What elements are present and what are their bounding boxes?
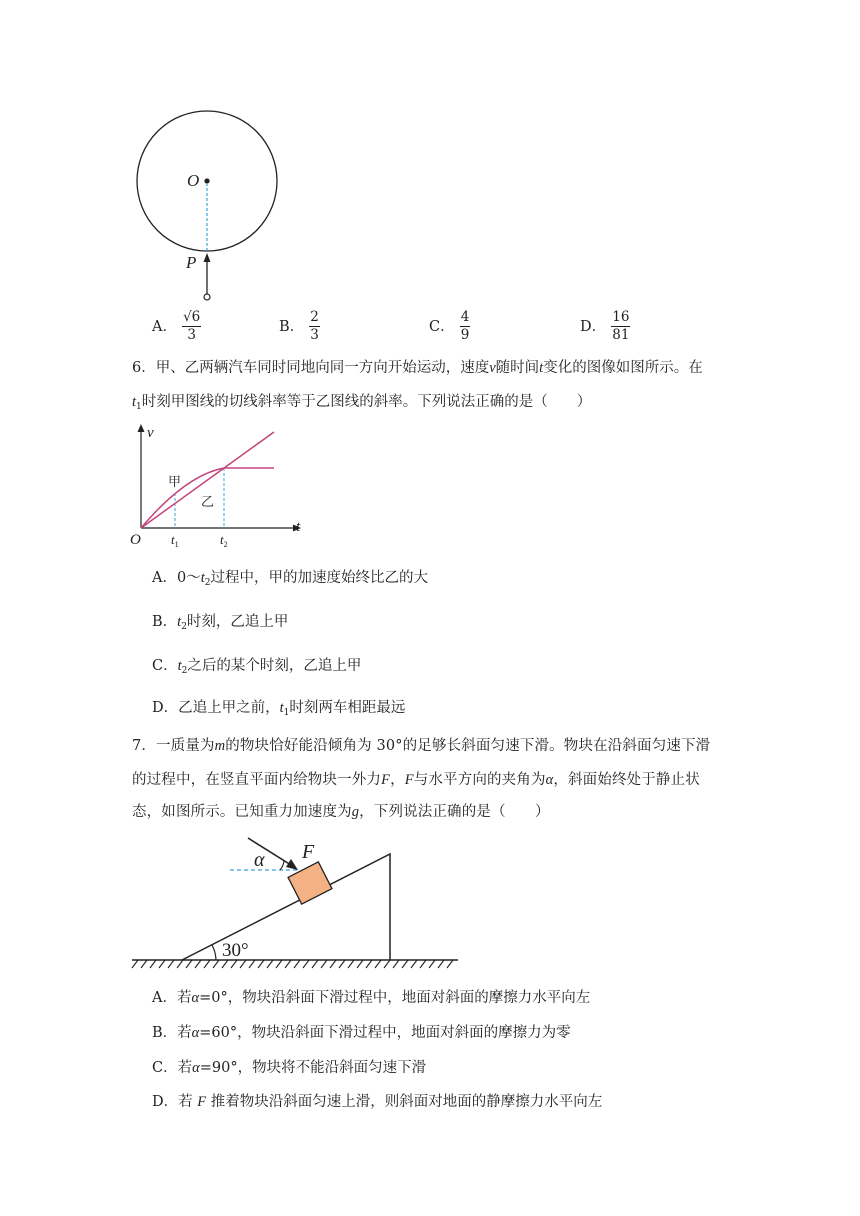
tick-t1: $t_1$: [171, 532, 179, 549]
fraction: $\frac{4}{9}$: [460, 309, 470, 343]
angle-arc-30: [212, 945, 216, 960]
fraction: $\frac{√6}{3}$: [183, 309, 201, 343]
q6-option-c[interactable]: C．$t_2$之后的某个时刻，乙追上甲: [152, 658, 362, 676]
center-point-o: [204, 178, 209, 183]
option-letter: C．: [429, 319, 455, 335]
q7-option-d[interactable]: D．若 F 推着物块沿斜面匀速上滑，则斜面对地面的静摩擦力水平向左: [152, 1094, 603, 1110]
label-jia: 甲: [168, 475, 182, 490]
q7-option-c[interactable]: C．若α=90°，物块将不能沿斜面匀速下滑: [152, 1060, 427, 1076]
q7-stem-line3: 态，如图所示。已知重力加速度为g，下列说法正确的是（ ）: [132, 804, 550, 820]
q7-incline-figure: [130, 832, 465, 977]
q6-stem-line1: 6．甲、乙两辆汽车同时同地向同一方向开始运动，速度v随时间t变化的图像如图所示。在: [132, 360, 703, 376]
q6-stem-line2: $t_1$时刻甲图线的切线斜率等于乙图线的斜率。下列说法正确的是（ ）: [132, 394, 592, 412]
label-alpha: α: [254, 849, 265, 871]
alpha-arc: [280, 860, 284, 870]
force-arrow-head: [286, 859, 298, 870]
option-letter: A．: [152, 319, 177, 335]
q7-option-b[interactable]: B．若α=60°，物块沿斜面下滑过程中，地面对斜面的摩擦力为零: [152, 1025, 571, 1041]
q5-option-a[interactable]: [152, 310, 201, 343]
q6-option-b[interactable]: B．$t_2$时刻，乙追上甲: [152, 614, 289, 632]
fraction: $\frac{16}{81}$: [612, 309, 630, 343]
string-end-point: [204, 294, 210, 300]
series-yi: [141, 432, 274, 528]
label-yi: 乙: [201, 495, 215, 510]
q6-vt-graph: [126, 420, 316, 555]
label-x-axis-t: t: [296, 519, 301, 535]
y-axis-arrow: [138, 424, 145, 432]
label-o: O: [187, 171, 200, 190]
q5-option-c[interactable]: [429, 310, 470, 343]
fraction: $\frac{2}{3}$: [310, 309, 319, 343]
label-origin-o: O: [130, 532, 141, 548]
q7-stem-line2: 的过程中，在竖直平面内给物块一外力F，F与水平方向的夹角为α，斜面始终处于静止状: [132, 772, 700, 788]
q5-circle-figure: [120, 110, 300, 310]
option-letter: D．: [580, 319, 607, 335]
q6-option-a[interactable]: A．$0\sim t_2$过程中，甲的加速度始终比乙的大: [152, 570, 428, 588]
q6-option-d[interactable]: D．乙追上甲之前，$t_1$时刻两车相距最远: [152, 700, 406, 718]
label-p: P: [186, 253, 197, 272]
label-angle-30: 30°: [222, 940, 249, 961]
tick-t2: $t_2$: [220, 532, 228, 549]
ground-hatch: [132, 960, 453, 968]
q5-option-d[interactable]: [580, 310, 630, 343]
q7-option-a[interactable]: A．若α=0°，物块沿斜面下滑过程中，地面对斜面的摩擦力水平向左: [152, 990, 591, 1006]
option-letter: B．: [279, 319, 305, 335]
q7-stem-line1: 7．一质量为m的物块恰好能沿倾角为 30°的足够长斜面匀速下滑。物块在沿斜面匀速下滑: [132, 738, 711, 754]
label-force-f: F: [302, 841, 315, 863]
label-y-axis-v: v: [147, 425, 154, 441]
arrow-head: [204, 253, 211, 262]
q5-option-b[interactable]: [279, 310, 320, 343]
